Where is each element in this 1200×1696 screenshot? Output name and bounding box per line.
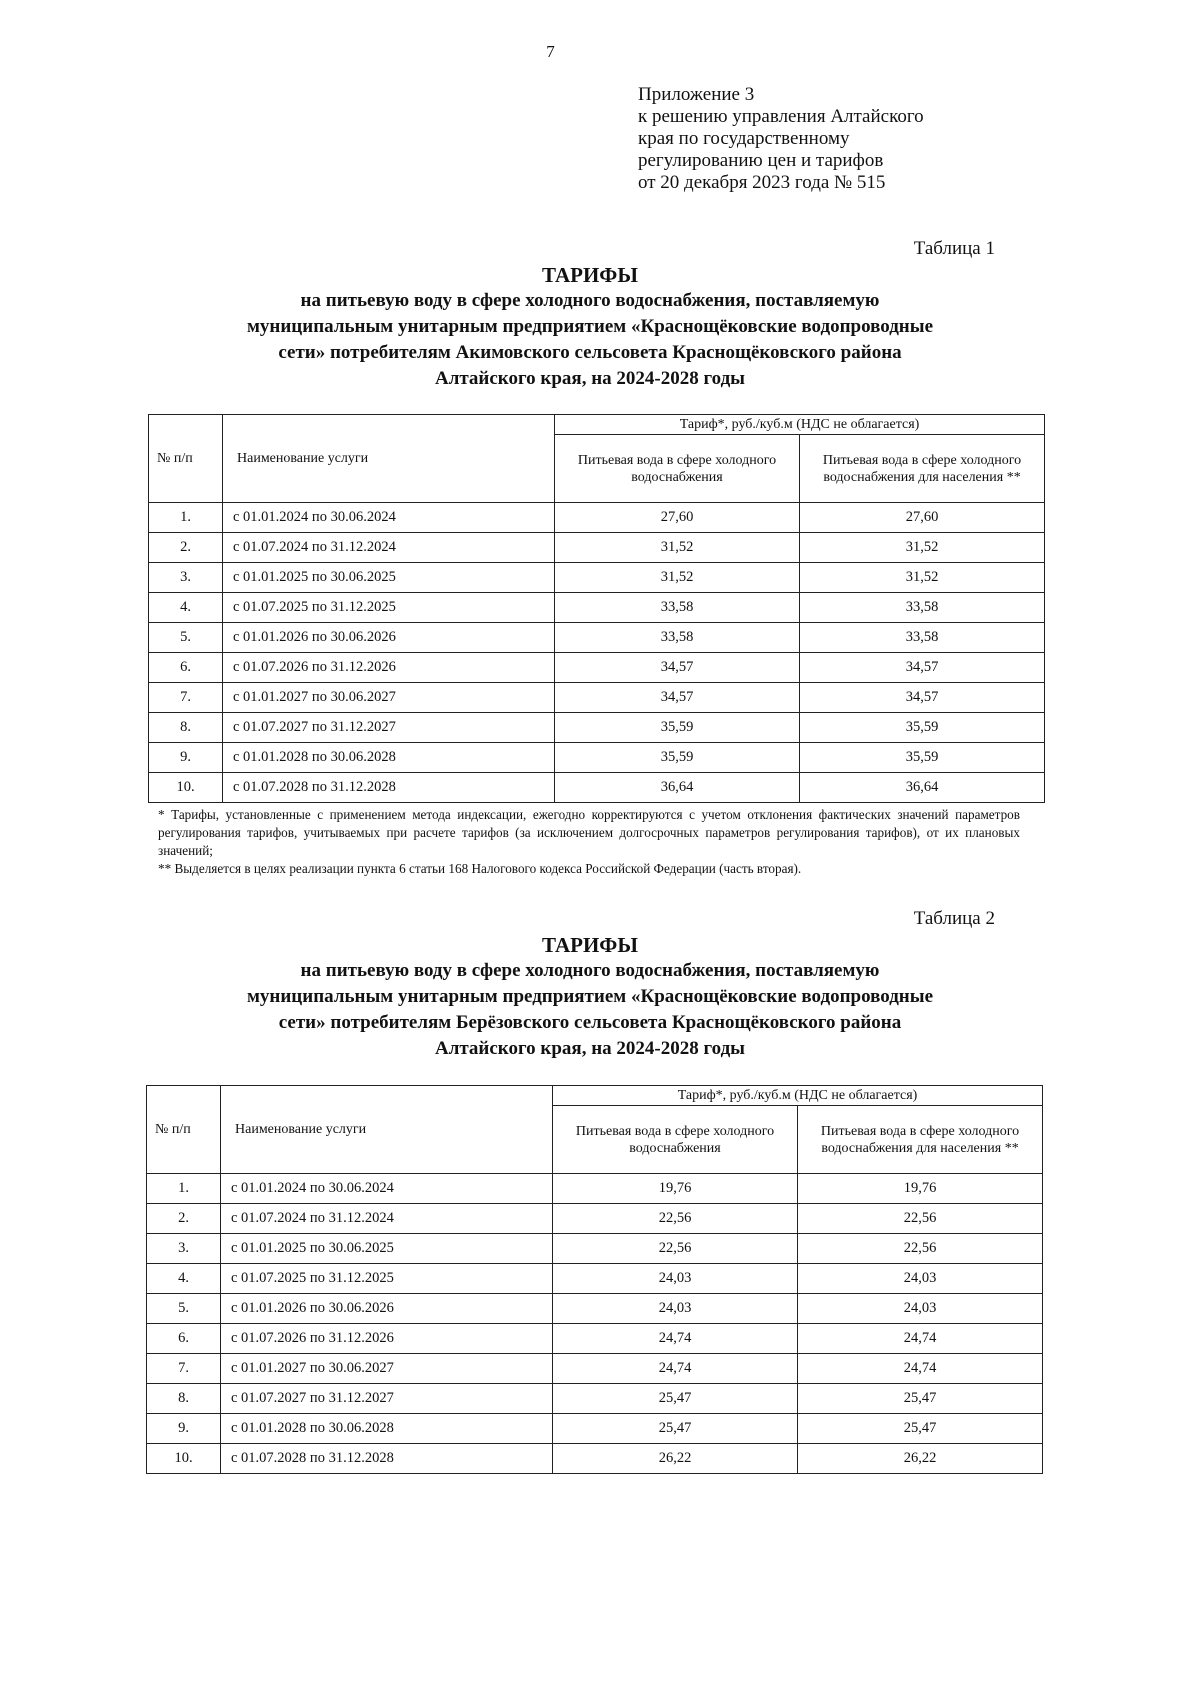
row-period: с 01.01.2027 по 30.06.2027 (223, 683, 555, 713)
appendix-line: края по государственному (638, 128, 850, 149)
footnote-vat: ** Выделяется в целях реализации пункта 6 статьи 168 Налогового кодекса Российской Федерации (часть вторая). (158, 861, 802, 876)
row-tariff-population: 27,60 (800, 503, 1045, 533)
row-tariff-population: 25,47 (798, 1384, 1043, 1414)
appendix-line: Приложение 3 (638, 84, 755, 105)
row-period: с 01.07.2026 по 31.12.2026 (223, 653, 555, 683)
row-period: с 01.07.2028 по 31.12.2028 (221, 1444, 553, 1474)
row-tariff-population: 22,56 (798, 1204, 1043, 1234)
row-period: с 01.01.2028 по 30.06.2028 (221, 1414, 553, 1444)
table-2-subtitle-line: на питьевую воду в сфере холодного водоснабжения, поставляемую (300, 960, 880, 981)
row-tariff: 24,03 (553, 1294, 798, 1324)
table-1-title: ТАРИФЫ (542, 263, 638, 287)
row-period: с 01.07.2027 по 31.12.2027 (221, 1384, 553, 1414)
row-tariff-population: 26,22 (798, 1444, 1043, 1474)
table-1-subtitle-line: муниципальным унитарным предприятием «Краснощёковские водопроводные (246, 316, 934, 337)
row-period: с 01.01.2026 по 30.06.2026 (223, 623, 555, 653)
table-2-subtitle-line: сети» потребителям Берёзовского сельсовета Краснощёковского района (278, 1012, 902, 1033)
row-period: с 01.01.2024 по 30.06.2024 (223, 503, 555, 533)
row-tariff: 31,52 (555, 563, 800, 593)
table-row (147, 1444, 1043, 1474)
row-number: 1. (147, 1174, 221, 1204)
row-number: 6. (149, 653, 223, 683)
row-tariff: 24,74 (553, 1324, 798, 1354)
header-num: № п/п (147, 1086, 221, 1174)
row-tariff: 26,22 (553, 1444, 798, 1474)
row-period: с 01.01.2026 по 30.06.2026 (221, 1294, 553, 1324)
row-number: 5. (147, 1294, 221, 1324)
table-2-subtitle-line: Алтайского края, на 2024-2028 годы (434, 1038, 746, 1059)
row-tariff-population: 31,52 (800, 563, 1045, 593)
header-service: Наименование услуги (223, 415, 555, 503)
row-tariff: 25,47 (553, 1384, 798, 1414)
row-tariff: 35,59 (555, 743, 800, 773)
row-tariff-population: 34,57 (800, 653, 1045, 683)
row-period: с 01.07.2024 по 31.12.2024 (221, 1204, 553, 1234)
row-tariff-population: 36,64 (800, 773, 1045, 803)
row-period: с 01.01.2025 по 30.06.2025 (223, 563, 555, 593)
appendix-reference (638, 84, 1078, 194)
table-1-subtitle-line: сети» потребителям Акимовского сельсовета Краснощёковского района (278, 342, 902, 363)
table-row (149, 563, 1045, 593)
header-col-population: Питьевая вода в сфере холодного водоснабжения для населения ** (800, 435, 1045, 503)
row-tariff-population: 19,76 (798, 1174, 1043, 1204)
table-2-title: ТАРИФЫ (542, 933, 638, 957)
row-number: 4. (149, 593, 223, 623)
row-tariff: 34,57 (555, 683, 800, 713)
appendix-line: к решению управления Алтайского (638, 106, 924, 127)
table-row (149, 713, 1045, 743)
header-tariff: Тариф*, руб./куб.м (НДС не облагается) (555, 415, 1045, 435)
row-tariff-population: 31,52 (800, 533, 1045, 563)
table-row (149, 623, 1045, 653)
table-row (147, 1414, 1043, 1444)
row-tariff-population: 24,74 (798, 1324, 1043, 1354)
table-1-subtitle-line: Алтайского края, на 2024-2028 годы (434, 368, 746, 389)
row-tariff-population: 33,58 (800, 623, 1045, 653)
appendix-line: от 20 декабря 2023 года № 515 (638, 172, 886, 193)
row-tariff: 27,60 (555, 503, 800, 533)
row-tariff: 31,52 (555, 533, 800, 563)
row-tariff-population: 35,59 (800, 743, 1045, 773)
row-period: с 01.01.2024 по 30.06.2024 (221, 1174, 553, 1204)
table-row (149, 533, 1045, 563)
table-row (147, 1174, 1043, 1204)
table-row (149, 503, 1045, 533)
row-number: 5. (149, 623, 223, 653)
header-tariff: Тариф*, руб./куб.м (НДС не облагается) (553, 1086, 1043, 1106)
row-tariff-population: 24,03 (798, 1294, 1043, 1324)
table-row (147, 1324, 1043, 1354)
row-number: 2. (149, 533, 223, 563)
row-tariff-population: 24,74 (798, 1354, 1043, 1384)
footnotes (158, 806, 1020, 878)
row-tariff: 35,59 (555, 713, 800, 743)
row-period: с 01.07.2026 по 31.12.2026 (221, 1324, 553, 1354)
table-2-subtitle-line: муниципальным унитарным предприятием «Краснощёковские водопроводные (246, 986, 934, 1007)
row-tariff: 34,57 (555, 653, 800, 683)
table-row (147, 1204, 1043, 1234)
footnote-indexation: * Тарифы, установленные с применением метода индексации, ежегодно корректируются с учетом отклонения фактических значений параметров регулирования тарифов, учитываемых при расчете тарифов (за исключением долгосрочных параметров регулирования тарифов), от их плановых значений; (158, 807, 1020, 858)
appendix-line: регулированию цен и тарифов (638, 150, 884, 171)
row-tariff-population: 35,59 (800, 713, 1045, 743)
row-tariff-population: 34,57 (800, 683, 1045, 713)
row-number: 10. (147, 1444, 221, 1474)
row-tariff-population: 25,47 (798, 1414, 1043, 1444)
header-col-cold-water: Питьевая вода в сфере холодного водоснабжения (553, 1106, 798, 1174)
table-row (147, 1384, 1043, 1414)
header-service: Наименование услуги (221, 1086, 553, 1174)
row-tariff: 25,47 (553, 1414, 798, 1444)
row-period: с 01.01.2025 по 30.06.2025 (221, 1234, 553, 1264)
row-number: 8. (147, 1384, 221, 1414)
row-number: 4. (147, 1264, 221, 1294)
row-period: с 01.07.2024 по 31.12.2024 (223, 533, 555, 563)
page-number: 7 (546, 42, 555, 61)
tariff-table-2 (146, 1085, 1043, 1474)
row-number: 10. (149, 773, 223, 803)
header-col-population: Питьевая вода в сфере холодного водоснабжения для населения ** (798, 1106, 1043, 1174)
row-tariff-population: 22,56 (798, 1234, 1043, 1264)
row-number: 7. (149, 683, 223, 713)
row-tariff-population: 24,03 (798, 1264, 1043, 1294)
row-number: 1. (149, 503, 223, 533)
table-row (149, 653, 1045, 683)
row-tariff: 19,76 (553, 1174, 798, 1204)
row-number: 3. (147, 1234, 221, 1264)
row-tariff: 22,56 (553, 1204, 798, 1234)
row-number: 9. (149, 743, 223, 773)
table-1-label: Таблица 1 (913, 238, 995, 259)
table-2-label: Таблица 2 (913, 908, 995, 929)
header-col-cold-water: Питьевая вода в сфере холодного водоснабжения (555, 435, 800, 503)
row-tariff: 33,58 (555, 593, 800, 623)
row-number: 8. (149, 713, 223, 743)
row-period: с 01.07.2025 по 31.12.2025 (221, 1264, 553, 1294)
table-row (149, 683, 1045, 713)
header-num: № п/п (149, 415, 223, 503)
table-row (149, 743, 1045, 773)
row-period: с 01.07.2027 по 31.12.2027 (223, 713, 555, 743)
row-number: 6. (147, 1324, 221, 1354)
row-tariff: 24,74 (553, 1354, 798, 1384)
row-tariff: 24,03 (553, 1264, 798, 1294)
table-row (147, 1354, 1043, 1384)
tariff-table-1 (148, 414, 1045, 803)
table-row (147, 1264, 1043, 1294)
row-period: с 01.07.2028 по 31.12.2028 (223, 773, 555, 803)
row-number: 7. (147, 1354, 221, 1384)
table-1-subtitle-line: на питьевую воду в сфере холодного водоснабжения, поставляемую (300, 290, 880, 311)
table-row (149, 773, 1045, 803)
row-period: с 01.01.2027 по 30.06.2027 (221, 1354, 553, 1384)
row-tariff: 36,64 (555, 773, 800, 803)
row-number: 2. (147, 1204, 221, 1234)
table-row (147, 1294, 1043, 1324)
row-number: 9. (147, 1414, 221, 1444)
row-number: 3. (149, 563, 223, 593)
table-2-title-block (130, 932, 1050, 1062)
row-period: с 01.07.2025 по 31.12.2025 (223, 593, 555, 623)
row-period: с 01.01.2028 по 30.06.2028 (223, 743, 555, 773)
row-tariff: 22,56 (553, 1234, 798, 1264)
table-1-title-block (130, 262, 1050, 392)
table-row (149, 593, 1045, 623)
row-tariff: 33,58 (555, 623, 800, 653)
table-row (147, 1234, 1043, 1264)
row-tariff-population: 33,58 (800, 593, 1045, 623)
